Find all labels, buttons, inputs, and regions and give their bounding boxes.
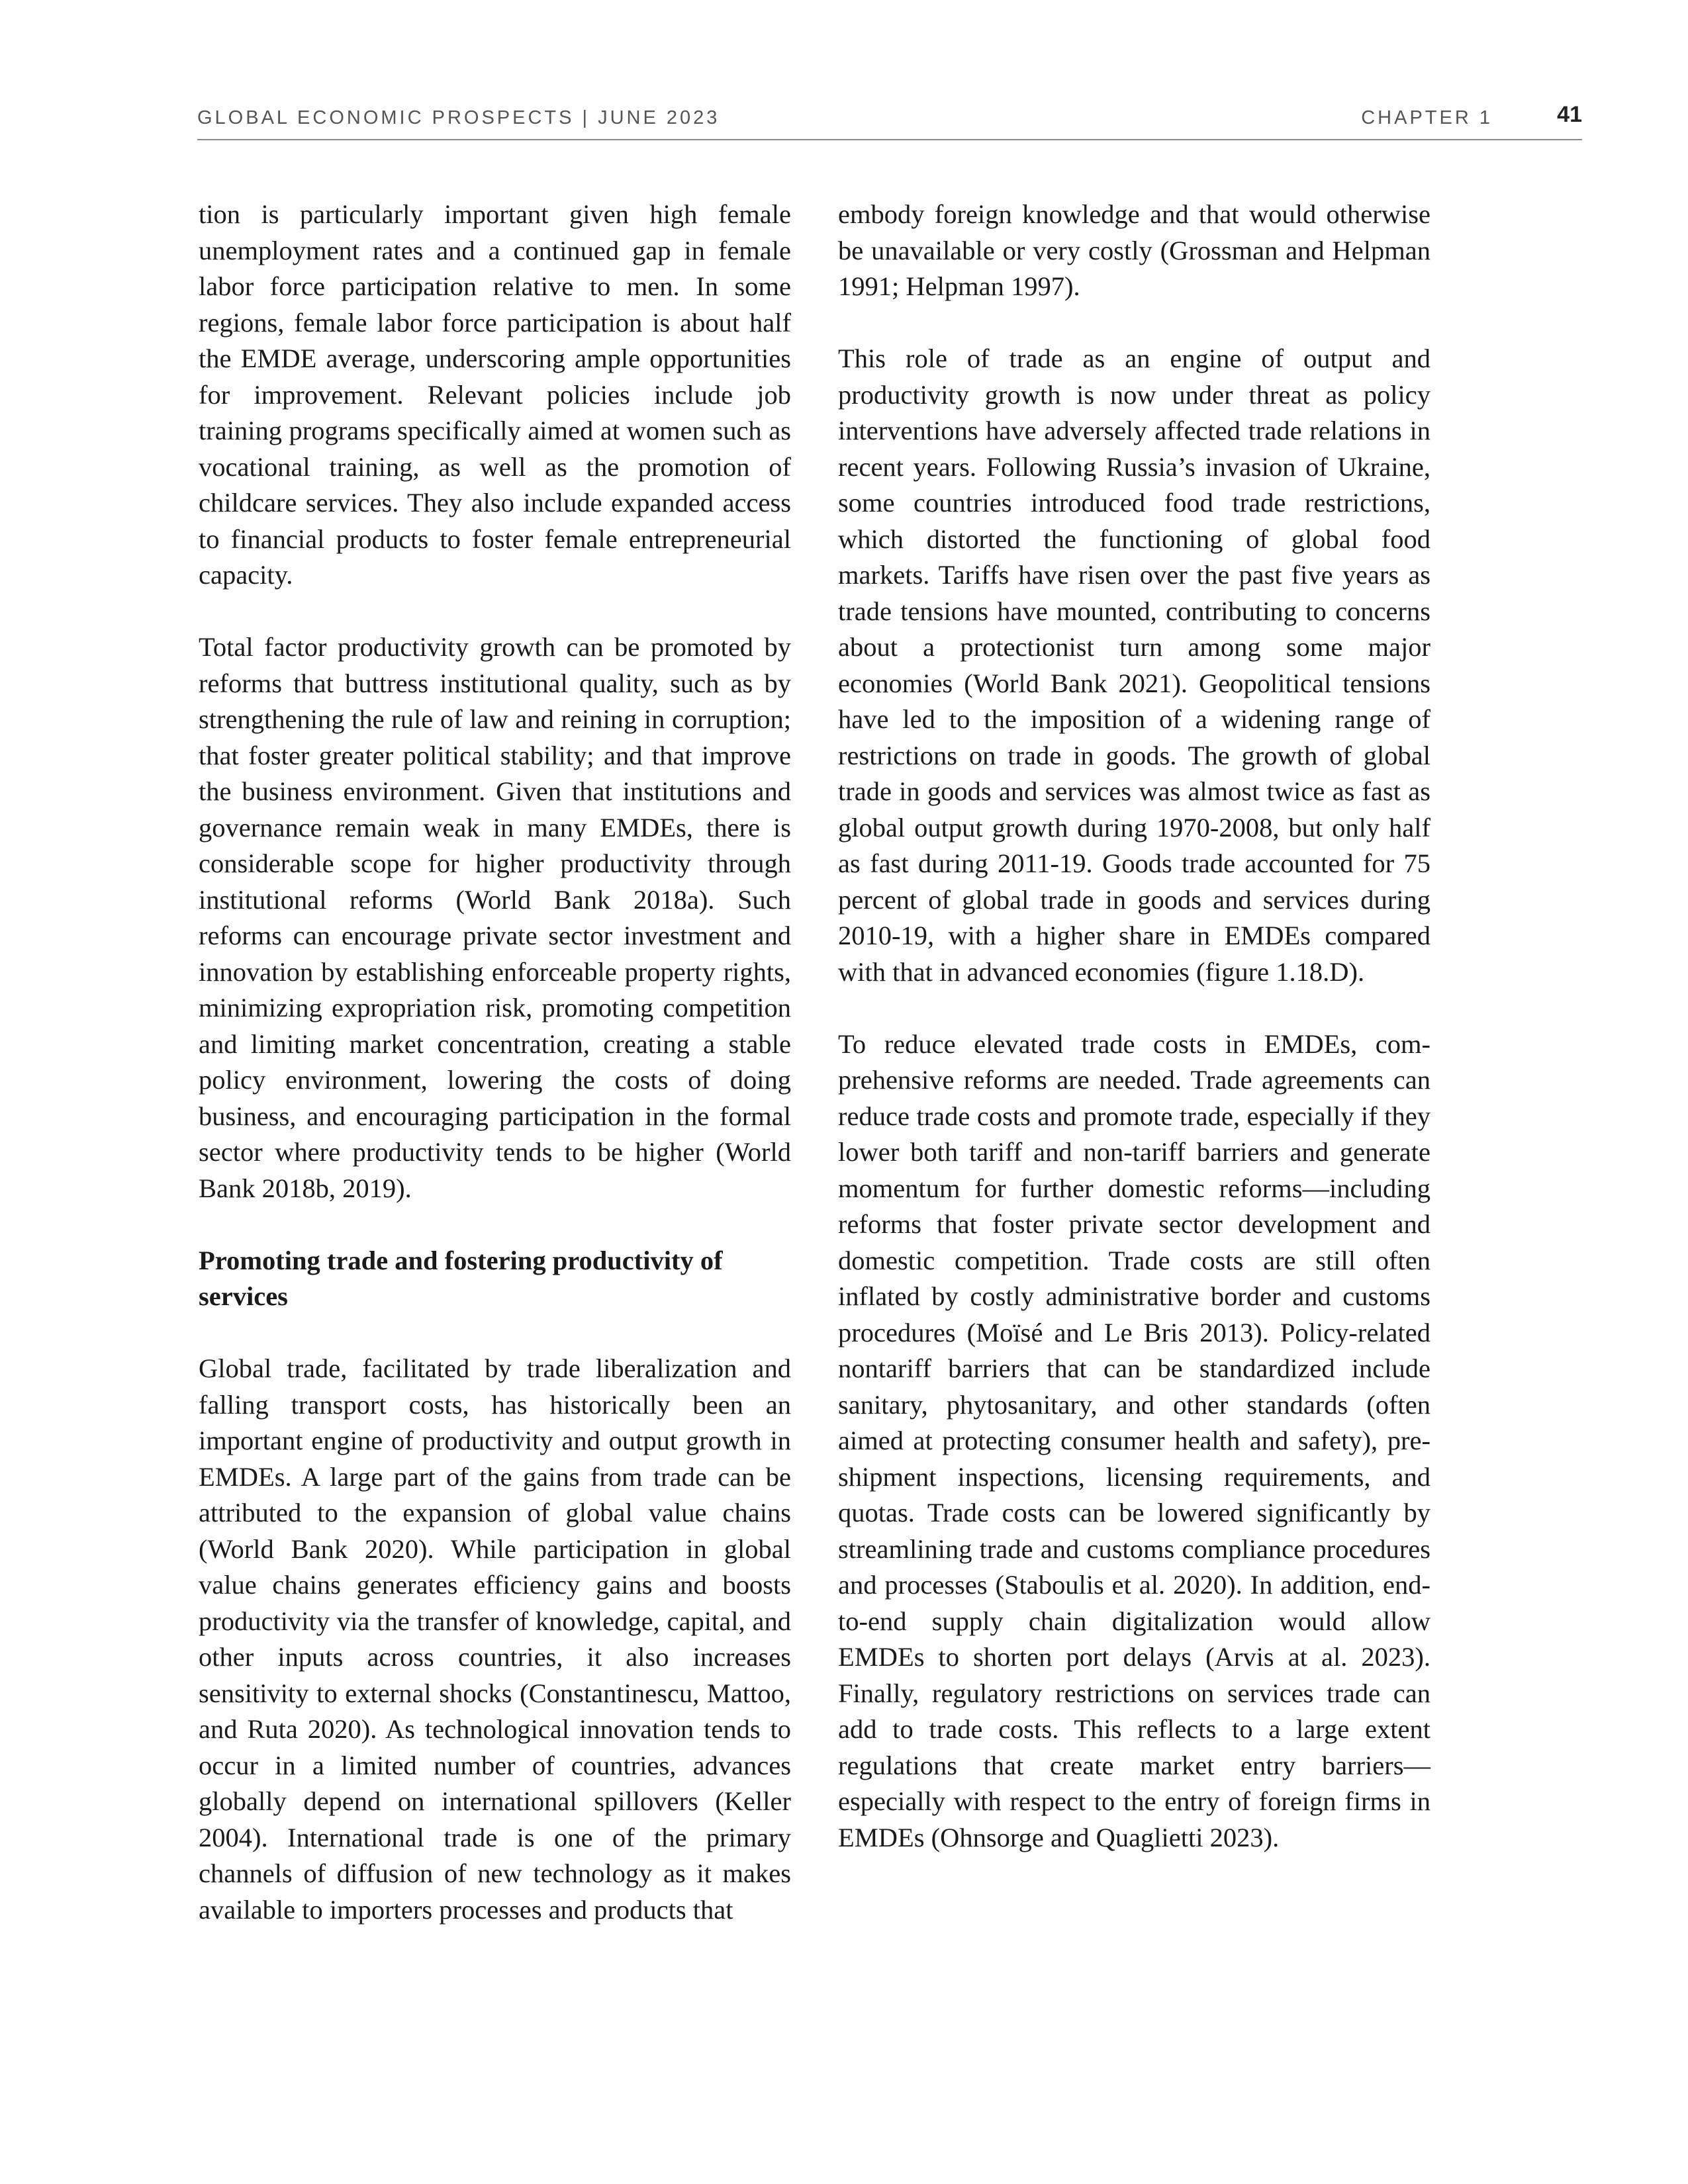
paragraph-foreign-knowledge: embody foreign knowledge and that would otherwise be unavailable or very costly (Grossman and Helpman 1991; Helpman 1997). <box>838 199 1430 301</box>
paragraph-global-trade: Global trade, facilitated by trade liberalization and falling transport costs, has historically been an important engine of productivity and output growth in EMDEs. A large part of the gains from trade can be attributed to the expansion of global value chains (World Bank 2020). While participation in global value chains generates efficiency gains and boosts productivity via the transfer of knowledge, capital, and other inputs across countries, it also increases sensitivity to external shocks (Constantinescu, Mattoo, and Ruta 2020). As technological innovation tends to occur in a limited number of countries, advances globally depend on international spillovers (Keller 2004). International trade is one of the primary channels of diffusion of new technology as it makes available to importers processes and products that <box>199 1353 791 1925</box>
section-heading-trade: Promoting trade and fostering productivity of services <box>199 1245 723 1311</box>
paragraph-female-participation: tion is particularly important given high female unemployment rates and a continued gap in female labor force participation relative to men. In some regions, female labor force participation is about half the EMDE average, underscoring ample opportunities for improvement. Relevant policies include job training programs specifically aimed at women such as vocational training, as well as the promotion of childcare services. They also include expanded access to financial products to foster female entrepreneurial capacity. <box>199 199 791 590</box>
paragraph-total-factor-productivity: Total factor productivity growth can be promoted by reforms that buttress institutional quality, such as by strengthening the rule of law and reining in corruption; that foster greater political stability; and that improve the business environment. Given that institutions and governance remain weak in many EMDEs, there is considerable scope for higher productivity through institutional reforms (World Bank 2018a). Such reforms can encourage private sector investment and innovation by establishing enforceable property rights, minimizing expropriation risk, promoting competition and limiting market concentration, creating a stable policy environment, lowering the costs of doing business, and encouraging participation in the formal sector where productivity tends to be higher (World Bank 2018b, 2019). <box>199 632 791 1203</box>
left-column <box>199 197 791 1928</box>
publication-title: GLOBAL ECONOMIC PROSPECTS | JUNE 2023 <box>197 107 720 128</box>
paragraph-reduce-trade-costs: To reduce elevated trade costs in EMDEs, comprehensive reforms are needed. Trade agreements can reduce trade costs and promote trade, especially if they lower both tariff and non-tariff barriers and generate momentum for further domestic reforms—including reforms that foster private sector development and domestic competition. Trade costs are still often inflated by costly administrative border and customs procedures (Moïsé and Le Bris 2013). Policy-related nontariff barriers that can be standardized include sanitary, phytosanitary, and other standards (often aimed at protecting consumer health and safety), preshipment inspections, licensing requirements, and quotas. Trade costs can be lowered significantly by streamlining trade and customs compliance procedures and processes (Staboulis et al. 2020). In addition, end-to-end supply chain digitalization would allow EMDEs to shorten port delays (Arvis at al. 2023). Finally, regulatory restrictions on services trade can add to trade costs. This reflects to a large extent regulations that create market entry barriers—especially with respect to the entry of foreign firms in EMDEs (Ohnsorge and Quaglietti 2023). <box>838 1028 1430 1852</box>
right-column <box>838 197 1430 1856</box>
chapter-label: CHAPTER 1 <box>1361 107 1493 128</box>
page-number: 41 <box>1557 102 1582 127</box>
paragraph-trade-under-threat: This role of trade as an engine of output and productivity growth is now under threat as policy interventions have adversely affected trade relations in recent years. Following Russia’s invasion of Ukraine, some countries introduced food trade restrictions, which distorted the functioning of global food markets. Tariffs have risen over the past five years as trade tensions have mounted, contributing to concerns about a protectionist turn among some major economies (World Bank 2021). Geopolitical tensions have led to the imposition of a widening range of restrictions on trade in goods. The growth of global trade in goods and services was almost twice as fast as global output growth during 1970-2008, but only half as fast during 2011-19. Goods trade accounted for 75 percent of global trade in goods and services during 2010-19, with a higher share in EMDEs compared with that in advanced economies (figure 1.18.D). <box>838 343 1430 987</box>
page-header <box>197 102 1582 140</box>
